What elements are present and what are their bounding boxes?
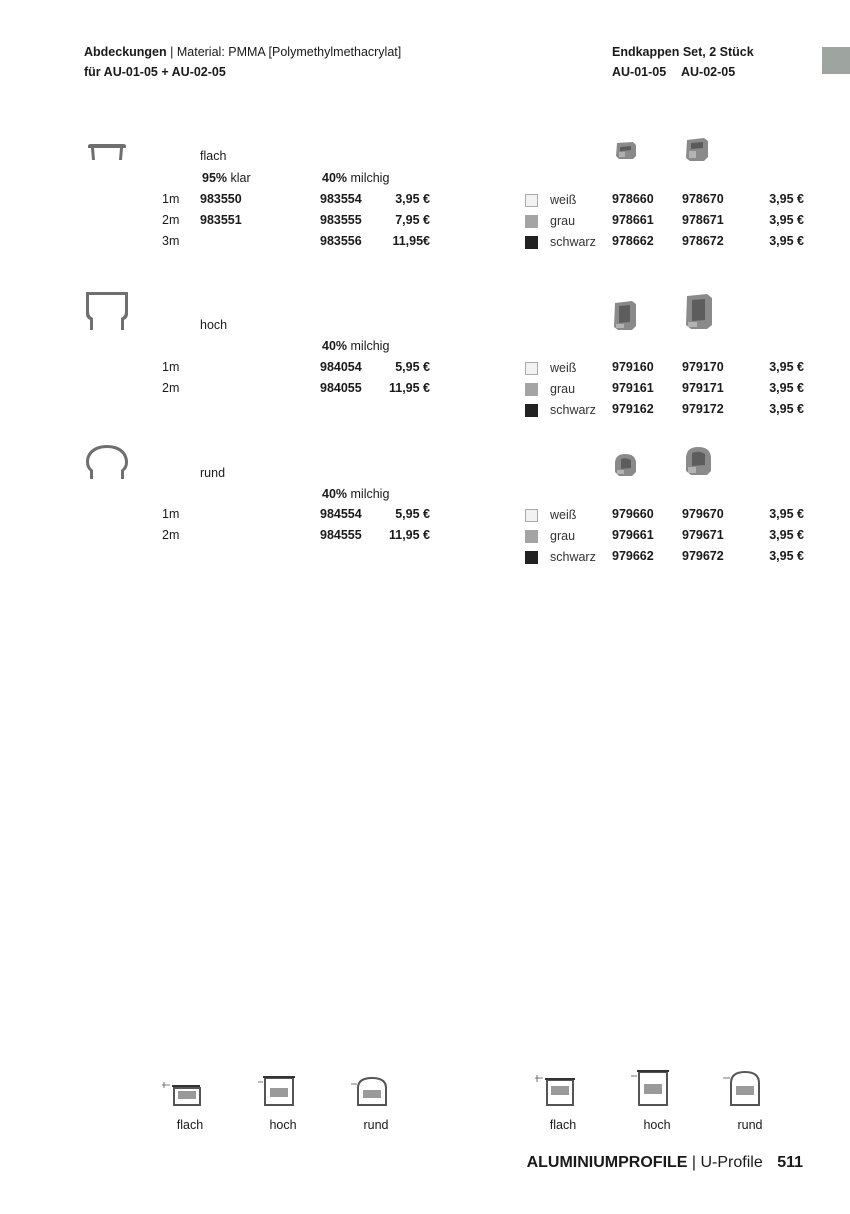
header-right-col2: AU-02-05 bbox=[681, 65, 736, 79]
endcap-au01: 979662 bbox=[612, 549, 654, 563]
cover-col1-header bbox=[202, 171, 251, 185]
diagram-label-flach: flach bbox=[176, 1118, 204, 1132]
table-row-length: 1m bbox=[162, 192, 180, 206]
diagram-label-rund: rund bbox=[363, 1118, 389, 1132]
diagram-label-flach: flach bbox=[549, 1118, 577, 1132]
table-row-length: 1m bbox=[162, 360, 180, 374]
footer-section-sep: | bbox=[687, 1154, 701, 1171]
endcap-price: 3,95 € bbox=[769, 360, 804, 374]
endcap-price: 3,95 € bbox=[769, 213, 804, 227]
endcap-price: 3,95 € bbox=[769, 507, 804, 521]
endcap-au01: 978660 bbox=[612, 192, 654, 206]
swatch-white bbox=[525, 509, 538, 522]
table-row-milchig: 984054 bbox=[320, 360, 362, 374]
endcap-au02: 979170 bbox=[682, 360, 724, 374]
section-tab-marker bbox=[822, 47, 850, 74]
endcap-color: weiß bbox=[550, 361, 577, 375]
table-row-price: 11,95 € bbox=[388, 528, 430, 542]
endcap-au01: 978661 bbox=[612, 213, 654, 227]
endcap-color: weiß bbox=[550, 508, 577, 522]
profile-flat-diagram-icon bbox=[162, 1078, 202, 1108]
table-row-length: 2m bbox=[162, 528, 180, 542]
table-row-price: 3,95 € bbox=[395, 192, 430, 206]
profile-high-diagram-icon bbox=[630, 1068, 672, 1108]
cover-col2-header bbox=[322, 171, 389, 185]
diagram-label-rund: rund bbox=[737, 1118, 763, 1132]
endcap-price: 3,95 € bbox=[769, 549, 804, 563]
endcap-au02: 979172 bbox=[682, 402, 724, 416]
endcap-au02: 979670 bbox=[682, 507, 724, 521]
endcap-color: schwarz bbox=[550, 235, 596, 249]
endcap-au01: 979160 bbox=[612, 360, 654, 374]
endcap-color: grau bbox=[550, 214, 576, 228]
cover-high-profile-icon bbox=[84, 290, 130, 332]
col2-header-rest: milchig bbox=[350, 339, 390, 353]
endcap-color: schwarz bbox=[550, 403, 596, 417]
col2-header-rest: milchig bbox=[350, 487, 390, 501]
endcap-au02: 978672 bbox=[682, 234, 724, 248]
swatch-grey bbox=[525, 383, 538, 396]
endcap-au02: 979671 bbox=[682, 528, 724, 542]
table-row-length: 2m bbox=[162, 213, 180, 227]
table-row-length: 1m bbox=[162, 507, 180, 521]
profile-flat-diagram-icon bbox=[535, 1072, 577, 1108]
page-footer bbox=[527, 1154, 803, 1172]
footer-section-rest: U-Profile bbox=[700, 1154, 763, 1171]
cover-name-hoch: hoch bbox=[200, 318, 228, 332]
endcap-flat-icon bbox=[684, 137, 710, 164]
endcap-au01: 979161 bbox=[612, 381, 654, 395]
table-row-klar: 983550 bbox=[200, 192, 242, 206]
endcap-color: grau bbox=[550, 529, 576, 543]
endcap-high-icon bbox=[612, 300, 638, 332]
endcap-round-icon bbox=[613, 452, 639, 478]
swatch-black bbox=[525, 551, 538, 564]
cover-name-flach: flach bbox=[200, 149, 227, 163]
swatch-white bbox=[525, 362, 538, 375]
cover-flat-profile-icon bbox=[86, 142, 128, 164]
endcap-price: 3,95 € bbox=[769, 402, 804, 416]
header-left-title-bold: Abdeckungen bbox=[84, 45, 167, 59]
endcap-au02: 979171 bbox=[682, 381, 724, 395]
table-row-price: 11,95€ bbox=[392, 234, 430, 248]
swatch-black bbox=[525, 236, 538, 249]
endcap-au02: 978670 bbox=[682, 192, 724, 206]
table-row-price: 5,95 € bbox=[395, 360, 430, 374]
table-row-klar: 983551 bbox=[200, 213, 242, 227]
endcap-color: grau bbox=[550, 382, 576, 396]
cover-name-rund: rund bbox=[200, 466, 226, 480]
table-row-price: 5,95 € bbox=[395, 507, 430, 521]
table-row-milchig: 983556 bbox=[320, 234, 362, 248]
endcap-au02: 978671 bbox=[682, 213, 724, 227]
header-left-title-rest: Material: PMMA [Polymethylmethacrylat] bbox=[176, 45, 402, 59]
endcap-round-icon bbox=[684, 445, 714, 477]
header-right-title: Endkappen Set, 2 Stück bbox=[612, 45, 754, 59]
table-row-length: 2m bbox=[162, 381, 180, 395]
endcap-price: 3,95 € bbox=[769, 528, 804, 542]
table-row-milchig: 983555 bbox=[320, 213, 362, 227]
profile-round-diagram-icon bbox=[350, 1074, 390, 1108]
table-row-milchig: 984555 bbox=[320, 528, 362, 542]
endcap-price: 3,95 € bbox=[769, 381, 804, 395]
endcap-au01: 978662 bbox=[612, 234, 654, 248]
col1-header-rest: klar bbox=[230, 171, 251, 185]
col1-header-bold: 95% bbox=[202, 171, 228, 185]
table-row-milchig: 984554 bbox=[320, 507, 362, 521]
profile-high-diagram-icon bbox=[257, 1074, 297, 1108]
swatch-white bbox=[525, 194, 538, 207]
table-row-milchig: 984055 bbox=[320, 381, 362, 395]
endcap-color: weiß bbox=[550, 193, 577, 207]
header-left-title-sep: | bbox=[166, 45, 177, 59]
header-right-col1: AU-01-05 bbox=[612, 65, 667, 79]
page-number: 511 bbox=[777, 1154, 803, 1171]
profile-round-diagram-icon bbox=[722, 1068, 764, 1108]
cover-col2-header bbox=[322, 339, 389, 353]
col2-header-bold: 40% bbox=[322, 487, 348, 501]
table-row-price: 11,95 € bbox=[388, 381, 430, 395]
swatch-grey bbox=[525, 215, 538, 228]
endcap-flat-icon bbox=[614, 140, 638, 162]
col2-header-bold: 40% bbox=[322, 171, 348, 185]
endcap-color: schwarz bbox=[550, 550, 596, 564]
cover-col2-header bbox=[322, 487, 389, 501]
endcap-au01: 979162 bbox=[612, 402, 654, 416]
diagram-label-hoch: hoch bbox=[269, 1118, 297, 1132]
cover-round-profile-icon bbox=[84, 443, 130, 481]
header-left-title bbox=[84, 45, 401, 59]
table-row-milchig: 983554 bbox=[320, 192, 362, 206]
swatch-black bbox=[525, 404, 538, 417]
col2-header-rest: milchig bbox=[350, 171, 390, 185]
endcap-price: 3,95 € bbox=[769, 192, 804, 206]
endcap-high-icon bbox=[684, 293, 714, 331]
footer-section-bold: ALUMINIUMPROFILE bbox=[526, 1154, 688, 1171]
header-left-subtitle: für AU-01-05 + AU-02-05 bbox=[84, 65, 226, 79]
table-row-price: 7,95 € bbox=[395, 213, 430, 227]
endcap-au02: 979672 bbox=[682, 549, 724, 563]
diagram-label-hoch: hoch bbox=[643, 1118, 671, 1132]
swatch-grey bbox=[525, 530, 538, 543]
table-row-length: 3m bbox=[162, 234, 180, 248]
endcap-au01: 979660 bbox=[612, 507, 654, 521]
endcap-price: 3,95 € bbox=[769, 234, 804, 248]
endcap-au01: 979661 bbox=[612, 528, 654, 542]
col2-header-bold: 40% bbox=[322, 339, 348, 353]
